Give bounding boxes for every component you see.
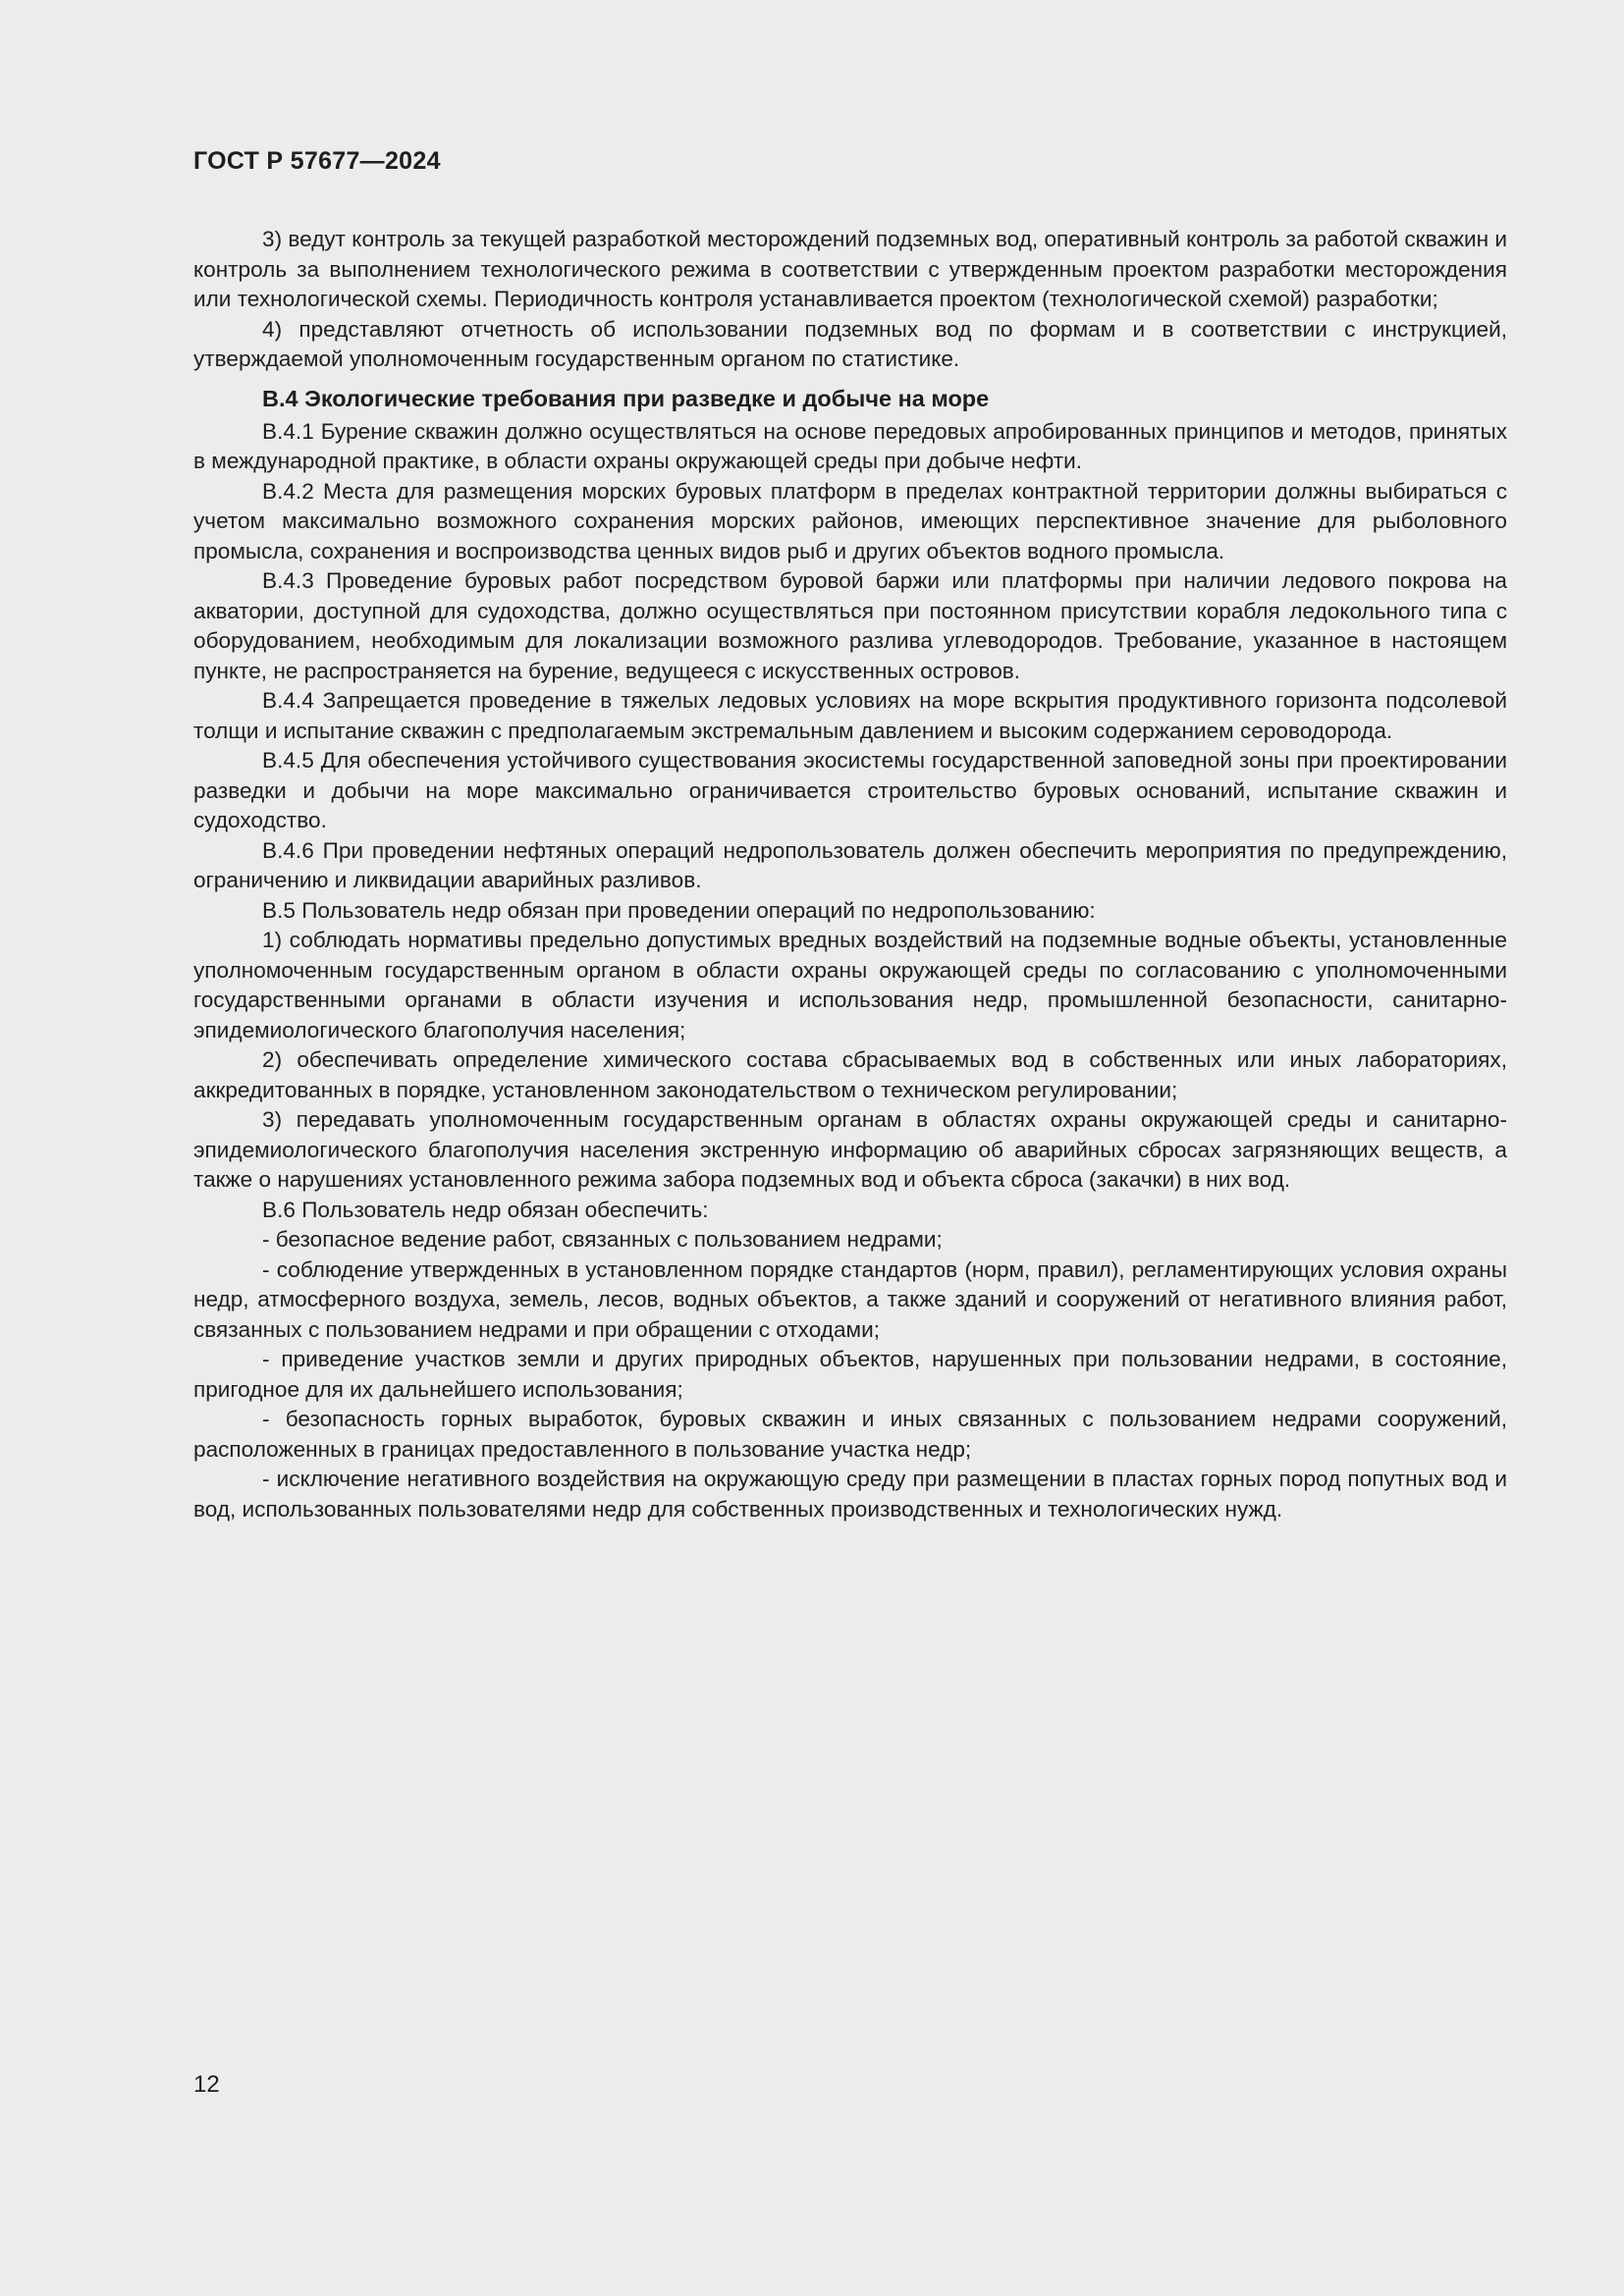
clause-b4-5: В.4.5 Для обеспечения устойчивого существования экосистемы государственной заповедной зоны при проектировании разведки и добычи на море максимально ограничивается строительство буровых оснований, испытание скважин и судоходство. — [193, 748, 1507, 832]
clause-b6-item-1: - безопасное ведение работ, связанных с пользованием недрами; — [262, 1227, 943, 1252]
body-text — [193, 225, 1507, 1524]
section-title-b4: В.4 Экологические требования при разведке и добыче на море — [262, 385, 990, 411]
clause-b4-4: В.4.4 Запрещается проведение в тяжелых ледовых условиях на море вскрытия продуктивного горизонта подсолевой толщи и испытание скважин с предполагаемым экстремальным давлением и высоким содержанием сероводорода. — [193, 688, 1507, 743]
clause-b4-3: В.4.3 Проведение буровых работ посредством буровой баржи или платформы при наличии ледового покрова на акватории, доступной для судоходства, должно осуществляться при постоянном присутствии корабля ледокольного типа с оборудованием, необходимым для локализации возможного разлива углеводородов. Требование, указанное в настоящем пункте, не распространяется на бурение, ведущееся с искусственных островов. — [193, 568, 1507, 683]
paragraph-item-3: 3) ведут контроль за текущей разработкой месторождений подземных вод, оперативный контроль за работой скважин и контроль за выполнением технологического режима в соответствии с утвержденным проектом разработки месторождения или технологической схемы. Периодичность контроля устанавливается проектом (технологической схемой) разработки; — [193, 227, 1507, 311]
clause-b6-item-5: - исключение негативного воздействия на окружающую среду при размещении в пластах горных пород попутных вод и вод, использованных пользователями недр для собственных производственных и технологических нужд. — [193, 1467, 1507, 1522]
standard-number-header: ГОСТ Р 57677—2024 — [193, 147, 441, 175]
clause-b4-2: В.4.2 Места для размещения морских буровых платформ в пределах контрактной территории должны выбираться с учетом максимально возможного сохранения морских районов, имеющих перспективное значение для рыболовного промысла, сохранения и воспроизводства ценных видов рыб и других объектов водного промысла. — [193, 478, 1507, 563]
clause-b6-item-4: - безопасность горных выработок, буровых скважин и иных связанных с пользованием недрами сооружений, расположенных в границах предоставленного в пользование участка недр; — [193, 1407, 1507, 1462]
clause-b5-item-2: 2) обеспечивать определение химического состава сбрасываемых вод в собственных или иных лабораториях, аккредитованных в порядке, установленном законодательством о техническом регулировании; — [193, 1047, 1507, 1102]
paragraph-item-4: 4) представляют отчетность об использовании подземных вод по формам и в соответствии с инструкцией, утверждаемой уполномоченным государственным органом по статистике. — [193, 316, 1507, 371]
clause-b4-1: В.4.1 Бурение скважин должно осуществляться на основе передовых апробированных принципов и методов, принятых в международной практике, в области охраны окружающей среды при добыче нефти. — [193, 418, 1507, 473]
clause-b4-6: В.4.6 При проведении нефтяных операций недропользователь должен обеспечить мероприятия по предупреждению, ограничению и ликвидации аварийных разливов. — [193, 837, 1507, 892]
clause-b5-item-1: 1) соблюдать нормативы предельно допустимых вредных воздействий на подземные водные объекты, установленные уполномоченным государственным органом в области охраны окружающей среды по согласованию с уполномоченными государственными органами в области изучения и использования недр, промышленной безопасности, санитарно-эпидемиологического благополучия населения; — [193, 928, 1507, 1042]
clause-b5-item-3: 3) передавать уполномоченным государственным органам в областях охраны окружающей среды и санитарно-эпидемиологического благополучия населения экстренную информацию об аварийных сбросах загрязняющих веществ, а также о нарушениях установленного режима забора подземных вод и объекта сброса (закачки) в них вод. — [193, 1107, 1507, 1192]
clause-b6: В.6 Пользователь недр обязан обеспечить: — [262, 1197, 709, 1222]
clause-b6-item-2: - соблюдение утвержденных в установленном порядке стандартов (норм, правил), регламентирующих условия охраны недр, атмосферного воздуха, земель, лесов, водных объектов, а также зданий и сооружений от негативного влияния работ, связанных с пользованием недрами и при обращении с отходами; — [193, 1256, 1507, 1342]
clause-b5: В.5 Пользователь недр обязан при проведении операций по недропользованию: — [262, 897, 1096, 923]
clause-b6-item-3: - приведение участков земли и других природных объектов, нарушенных при пользовании недрами, в состояние, пригодное для их дальнейшего использования; — [193, 1347, 1507, 1402]
page-number: 12 — [193, 2071, 220, 2098]
